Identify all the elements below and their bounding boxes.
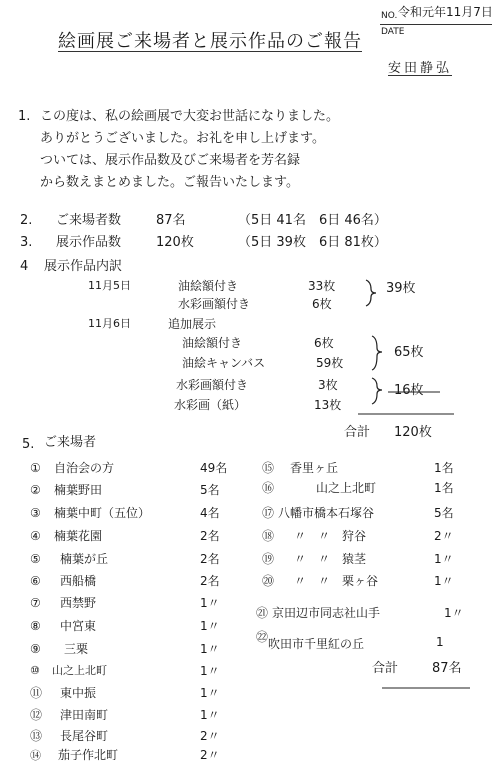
visitors-total-value: 87名 <box>156 213 186 228</box>
visitor-mark: ⑯ <box>262 481 275 495</box>
day1-item-count: 33枚 <box>308 279 336 293</box>
visitor-mark: ⑫ <box>30 708 43 722</box>
day2-item-name: 油絵キャンバス <box>182 356 266 370</box>
visitor-mark: ⑧ <box>30 619 41 633</box>
day2-group2-subtotal: 16枚 <box>394 383 424 398</box>
visitor-area: 山之上北町 <box>316 481 377 495</box>
section-1-number: 1. <box>18 109 31 124</box>
visitor-mark: ① <box>30 461 41 475</box>
visitor-count: 4名 <box>200 506 220 520</box>
visitor-area: 〃 〃 猿茎 <box>294 552 367 566</box>
visitor-mark: ⑪ <box>30 686 43 700</box>
day2-item-name: 油絵額付き <box>182 336 243 350</box>
visitor-mark: ④ <box>30 529 41 543</box>
visitor-area: 楠葉中町（五位） <box>54 506 151 520</box>
visitor-count: 2名 <box>200 552 220 566</box>
visitor-area: 楠葉野田 <box>54 483 103 497</box>
day2-item-count: 59枚 <box>316 356 344 370</box>
visitor-count: 2〃 <box>434 529 454 543</box>
report-date: 令和元年11月7日 <box>398 5 493 19</box>
visitor-mark: ② <box>30 483 41 497</box>
works-total-label: 合計 <box>344 425 371 440</box>
author-name: 安田静弘 <box>388 61 453 76</box>
intro-line-2: ありがとうございました。お礼を申し上げます。 <box>40 131 325 146</box>
no-label: NO. <box>381 11 398 21</box>
day2-heading: 追加展示 <box>168 317 217 331</box>
visitor-mark: ⑩ <box>30 664 40 677</box>
section-5-number: 5. <box>22 437 35 452</box>
page-title: 絵画展ご来場者と展示作品のご報告 <box>58 31 362 52</box>
works-total-value: 120枚 <box>156 235 194 250</box>
visitor-area: 吹田市千里紅の丘 <box>268 637 365 651</box>
visitor-area: 東中振 <box>60 686 97 700</box>
visitor-mark: ⑬ <box>30 729 43 743</box>
visitor-count: 1〃 <box>434 552 454 566</box>
visitor-count: 1〃 <box>200 708 220 722</box>
works-total-label: 展示作品数 <box>56 235 122 250</box>
visitor-mark: ⑥ <box>30 574 41 588</box>
day1-subtotal: 39枚 <box>386 281 416 296</box>
intro-line-3: ついては、展示作品数及びご来場者を芳名録 <box>40 153 301 168</box>
works-total-breakdown: （5日 39枚 6日 81枚） <box>238 235 387 250</box>
visitor-count: 5名 <box>434 506 454 520</box>
visitor-area: 楠葉が丘 <box>60 552 109 566</box>
visitor-mark: ㉒ <box>256 630 269 644</box>
visitor-area: 〃 〃 栗ヶ谷 <box>294 574 379 588</box>
day2-item-count: 6枚 <box>314 336 334 350</box>
visitor-mark: ⑱ <box>262 529 275 543</box>
visitor-count: 1 <box>436 635 444 649</box>
visitor-mark: ⑳ <box>262 574 275 588</box>
visitor-count: 2名 <box>200 529 220 543</box>
visitor-count: 1〃 <box>200 596 220 610</box>
visitors-total-label: 合計 <box>372 661 399 676</box>
visitor-area: 京田辺市同志社山手 <box>272 606 381 620</box>
visitor-area: 長尾谷町 <box>60 729 109 743</box>
section-2-number: 2. <box>20 213 33 228</box>
section-3-number: 3. <box>20 235 33 250</box>
visitor-mark: ⑮ <box>262 461 275 475</box>
day1-date: 11月5日 <box>88 279 131 292</box>
visitor-count: 1名 <box>434 461 454 475</box>
visitor-count: 1〃 <box>200 686 220 700</box>
day2-date: 11月6日 <box>88 317 131 330</box>
visitor-count: 1〃 <box>200 619 220 633</box>
visitor-area: 西船橋 <box>60 574 97 588</box>
visitor-mark: ㉑ <box>256 606 269 620</box>
visitor-count: 2〃 <box>200 729 220 743</box>
day2-group1-subtotal: 65枚 <box>394 345 424 360</box>
works-grand-total: 120枚 <box>394 425 432 440</box>
visitor-count: 5名 <box>200 483 220 497</box>
day1-item-name: 水彩画額付き <box>178 297 251 311</box>
visitor-mark: ⑦ <box>30 596 41 610</box>
day2-item-name: 水彩画（紙） <box>174 398 247 412</box>
date-label: DATE <box>381 27 405 37</box>
visitors-grand-total: 87名 <box>432 661 462 676</box>
visitor-mark: ⑭ <box>30 749 41 762</box>
visitor-mark: ⑤ <box>30 552 41 566</box>
visitor-area: 楠葉花園 <box>54 529 103 543</box>
visitor-area: 八幡市橋本石塚谷 <box>278 506 375 520</box>
day1-item-name: 油絵額付き <box>178 279 239 293</box>
visitor-count: 2名 <box>200 574 220 588</box>
visitor-mark: ⑨ <box>30 642 41 656</box>
visitor-area: 三栗 <box>64 642 89 656</box>
visitor-area: 西禁野 <box>60 596 97 610</box>
intro-line-1: この度は、私の絵画展で大変お世話になりました。 <box>40 109 340 124</box>
visitor-area: 茄子作北町 <box>58 748 119 762</box>
visitors-total-label: ご来場者数 <box>56 213 122 228</box>
visitor-count: 1〃 <box>444 606 464 620</box>
visitor-area: 〃 〃 狩谷 <box>294 529 367 543</box>
visitors-detail-label: ご来場者 <box>44 435 97 450</box>
day2-item-count: 13枚 <box>314 398 342 412</box>
visitor-mark: ⑲ <box>262 552 275 566</box>
visitor-count: 1〃 <box>200 664 220 678</box>
visitor-count: 49名 <box>200 461 228 475</box>
visitor-count: 1〃 <box>434 574 454 588</box>
visitor-count: 1〃 <box>200 642 220 656</box>
section-4-number: 4 <box>20 259 29 274</box>
works-detail-label: 展示作品内訳 <box>44 259 123 274</box>
visitor-area: 香里ヶ丘 <box>290 461 339 475</box>
visitor-count: 2〃 <box>200 748 220 762</box>
intro-line-4: から数えまとめました。ご報告いたします。 <box>40 175 299 190</box>
visitor-mark: ⑰ <box>262 506 275 520</box>
day2-item-count: 3枚 <box>318 378 338 392</box>
visitor-area: 中宮東 <box>60 619 97 633</box>
visitors-total-breakdown: （5日 41名 6日 46名） <box>238 213 387 228</box>
visitor-area: 津田南町 <box>60 708 109 722</box>
visitor-mark: ③ <box>30 506 41 520</box>
day1-item-count: 6枚 <box>312 297 332 311</box>
visitor-area: 自治会の方 <box>54 461 115 475</box>
day2-item-name: 水彩画額付き <box>176 378 249 392</box>
visitor-area: 山之上北町 <box>52 664 107 677</box>
visitor-count: 1名 <box>434 481 454 495</box>
